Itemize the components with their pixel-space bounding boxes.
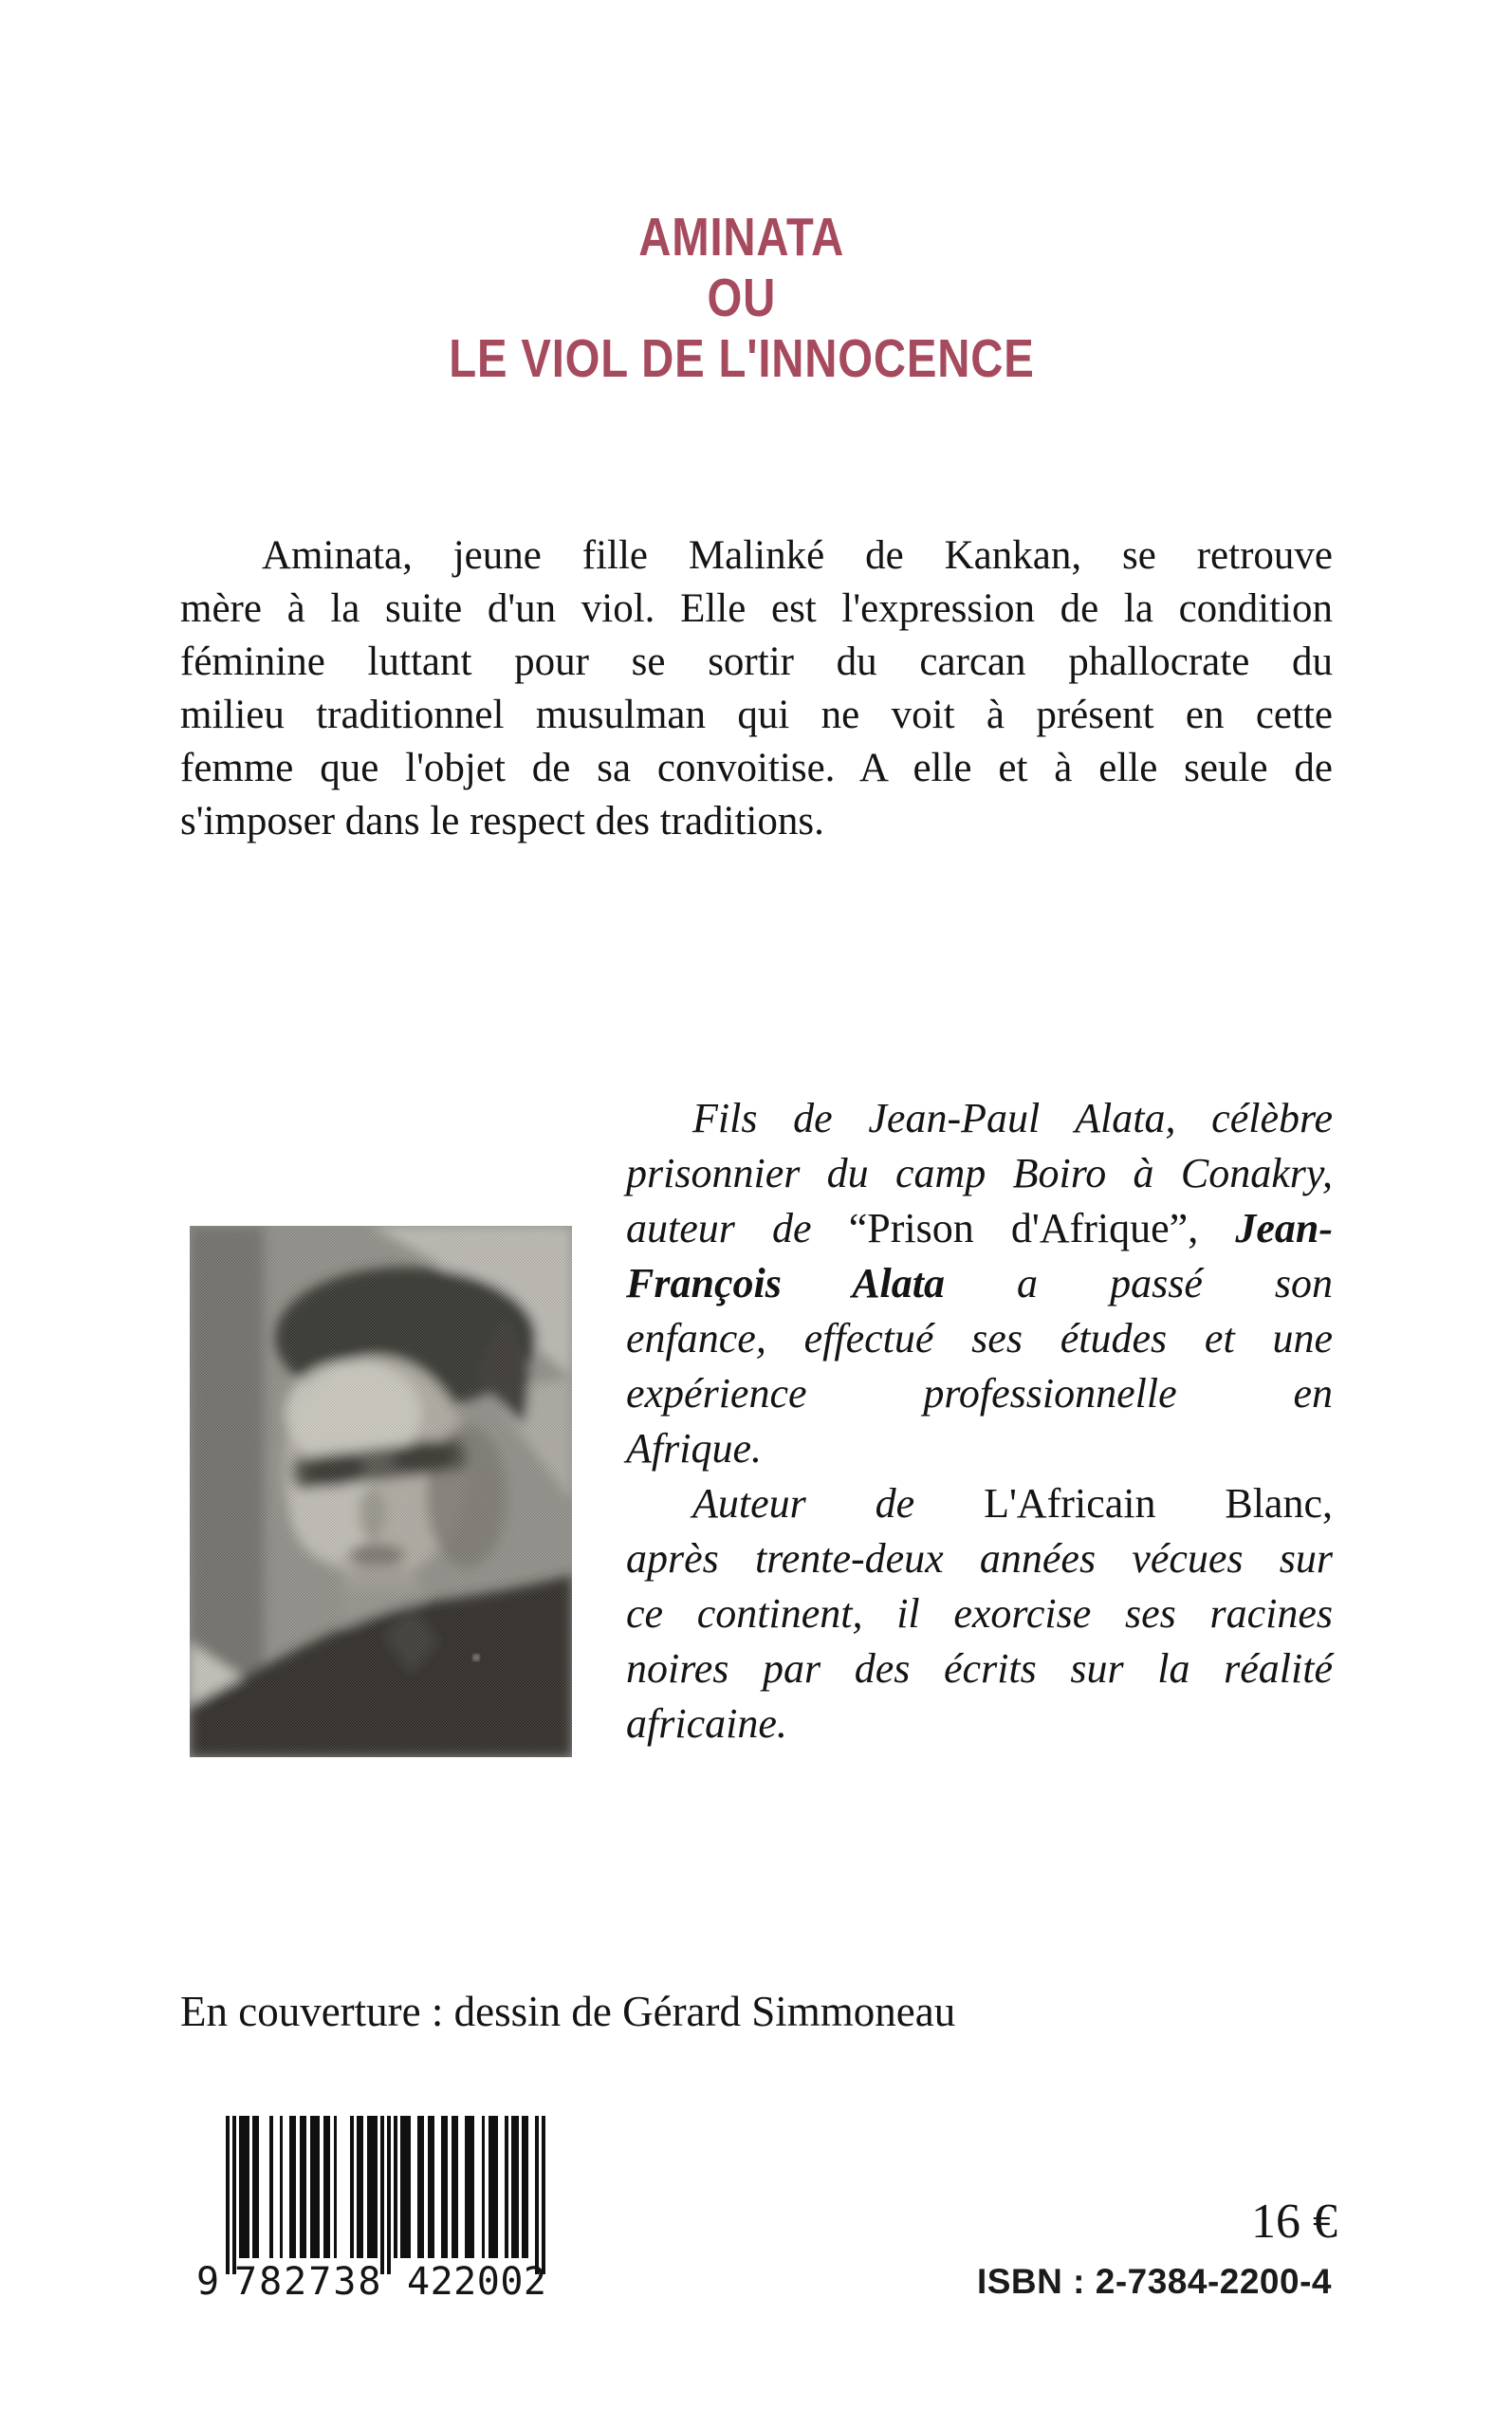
cover-credit: En couverture : dessin de Gérard Simmoneau [180,1988,956,2035]
bio-line [626,1476,1333,1531]
bio-line [626,1696,1333,1751]
bio-text-book-title: L'Africain Blanc, [984,1480,1333,1527]
barcode-bars [226,2116,545,2274]
synopsis-line: mère à la suite d'un viol. Elle est l'expression de la condition [180,586,1333,631]
bio-text: ce continent, il exorcise ses racines [626,1590,1333,1637]
price: 16 € [1251,2195,1337,2249]
bio-line [626,1366,1333,1421]
bio-text: Afrique. [626,1425,762,1472]
synopsis-line: milieu traditionnel musulman qui ne voit à présent en cette [180,693,1333,737]
barcode-digit-group2: 422002 [407,2260,547,2304]
bio-line [626,1421,1333,1476]
bio-text: auteur de [626,1205,849,1251]
synopsis-line: femme que l'objet de sa convoitise. A elle et à elle seule de [180,746,1333,790]
barcode-digit-group1: 782738 [234,2260,383,2304]
title-line-2 [0,268,1483,328]
bio-text-author-name: François Alata [626,1260,946,1306]
synopsis-paragraph [180,529,1333,848]
bio-text: , [1188,1205,1236,1251]
bio-text: enfance, effectué ses études et une [626,1315,1333,1362]
bio-text-book-title: “Prison d'Afrique” [848,1205,1189,1251]
title-line-3 [0,328,1483,389]
bio-text: africaine. [626,1700,787,1747]
title-text-3: LE VIOL DE L'INNOCENCE [448,328,1035,389]
bio-text: Auteur de [692,1480,985,1527]
bio-text: après trente-deux années vécues sur [626,1535,1333,1582]
bio-line [626,1091,1333,1146]
bio-text: Fils de Jean-Paul Alata, célèbre [692,1095,1333,1141]
barcode-digit-lead: 9 [196,2260,220,2304]
synopsis-line: s'imposer dans le respect des traditions. [180,799,824,843]
bio-text: a passé son [945,1260,1333,1306]
bio-line [626,1531,1333,1586]
title-block [0,207,1483,389]
bio-text: expérience professionnelle en [626,1370,1333,1417]
author-bio [626,1091,1333,1751]
bio-text: noires par des écrits sur la réalité [626,1645,1333,1692]
bio-text-author-name: Jean- [1235,1205,1334,1251]
title-text-1: AMINATA [638,207,844,268]
title-text-2: OU [707,268,776,328]
synopsis-line: Aminata, jeune fille Malinké de Kankan, se retrouve [262,533,1333,578]
title-line-1 [0,207,1483,268]
barcode-module [542,2116,545,2274]
bio-line [626,1641,1333,1696]
synopsis-line: féminine luttant pour se sortir du carcan phallocrate du [180,639,1333,684]
bio-text: prisonnier du camp Boiro à Conakry, [626,1150,1333,1196]
bio-line [626,1146,1333,1201]
author-photo-image [190,1226,572,1757]
author-photo [190,1226,572,1757]
barcode-digits [194,2260,574,2302]
bio-line [626,1311,1333,1366]
bio-line [626,1586,1333,1641]
bio-line [626,1201,1333,1256]
isbn: ISBN : 2-7384-2200-4 [976,2262,1332,2301]
bio-line [626,1256,1333,1311]
